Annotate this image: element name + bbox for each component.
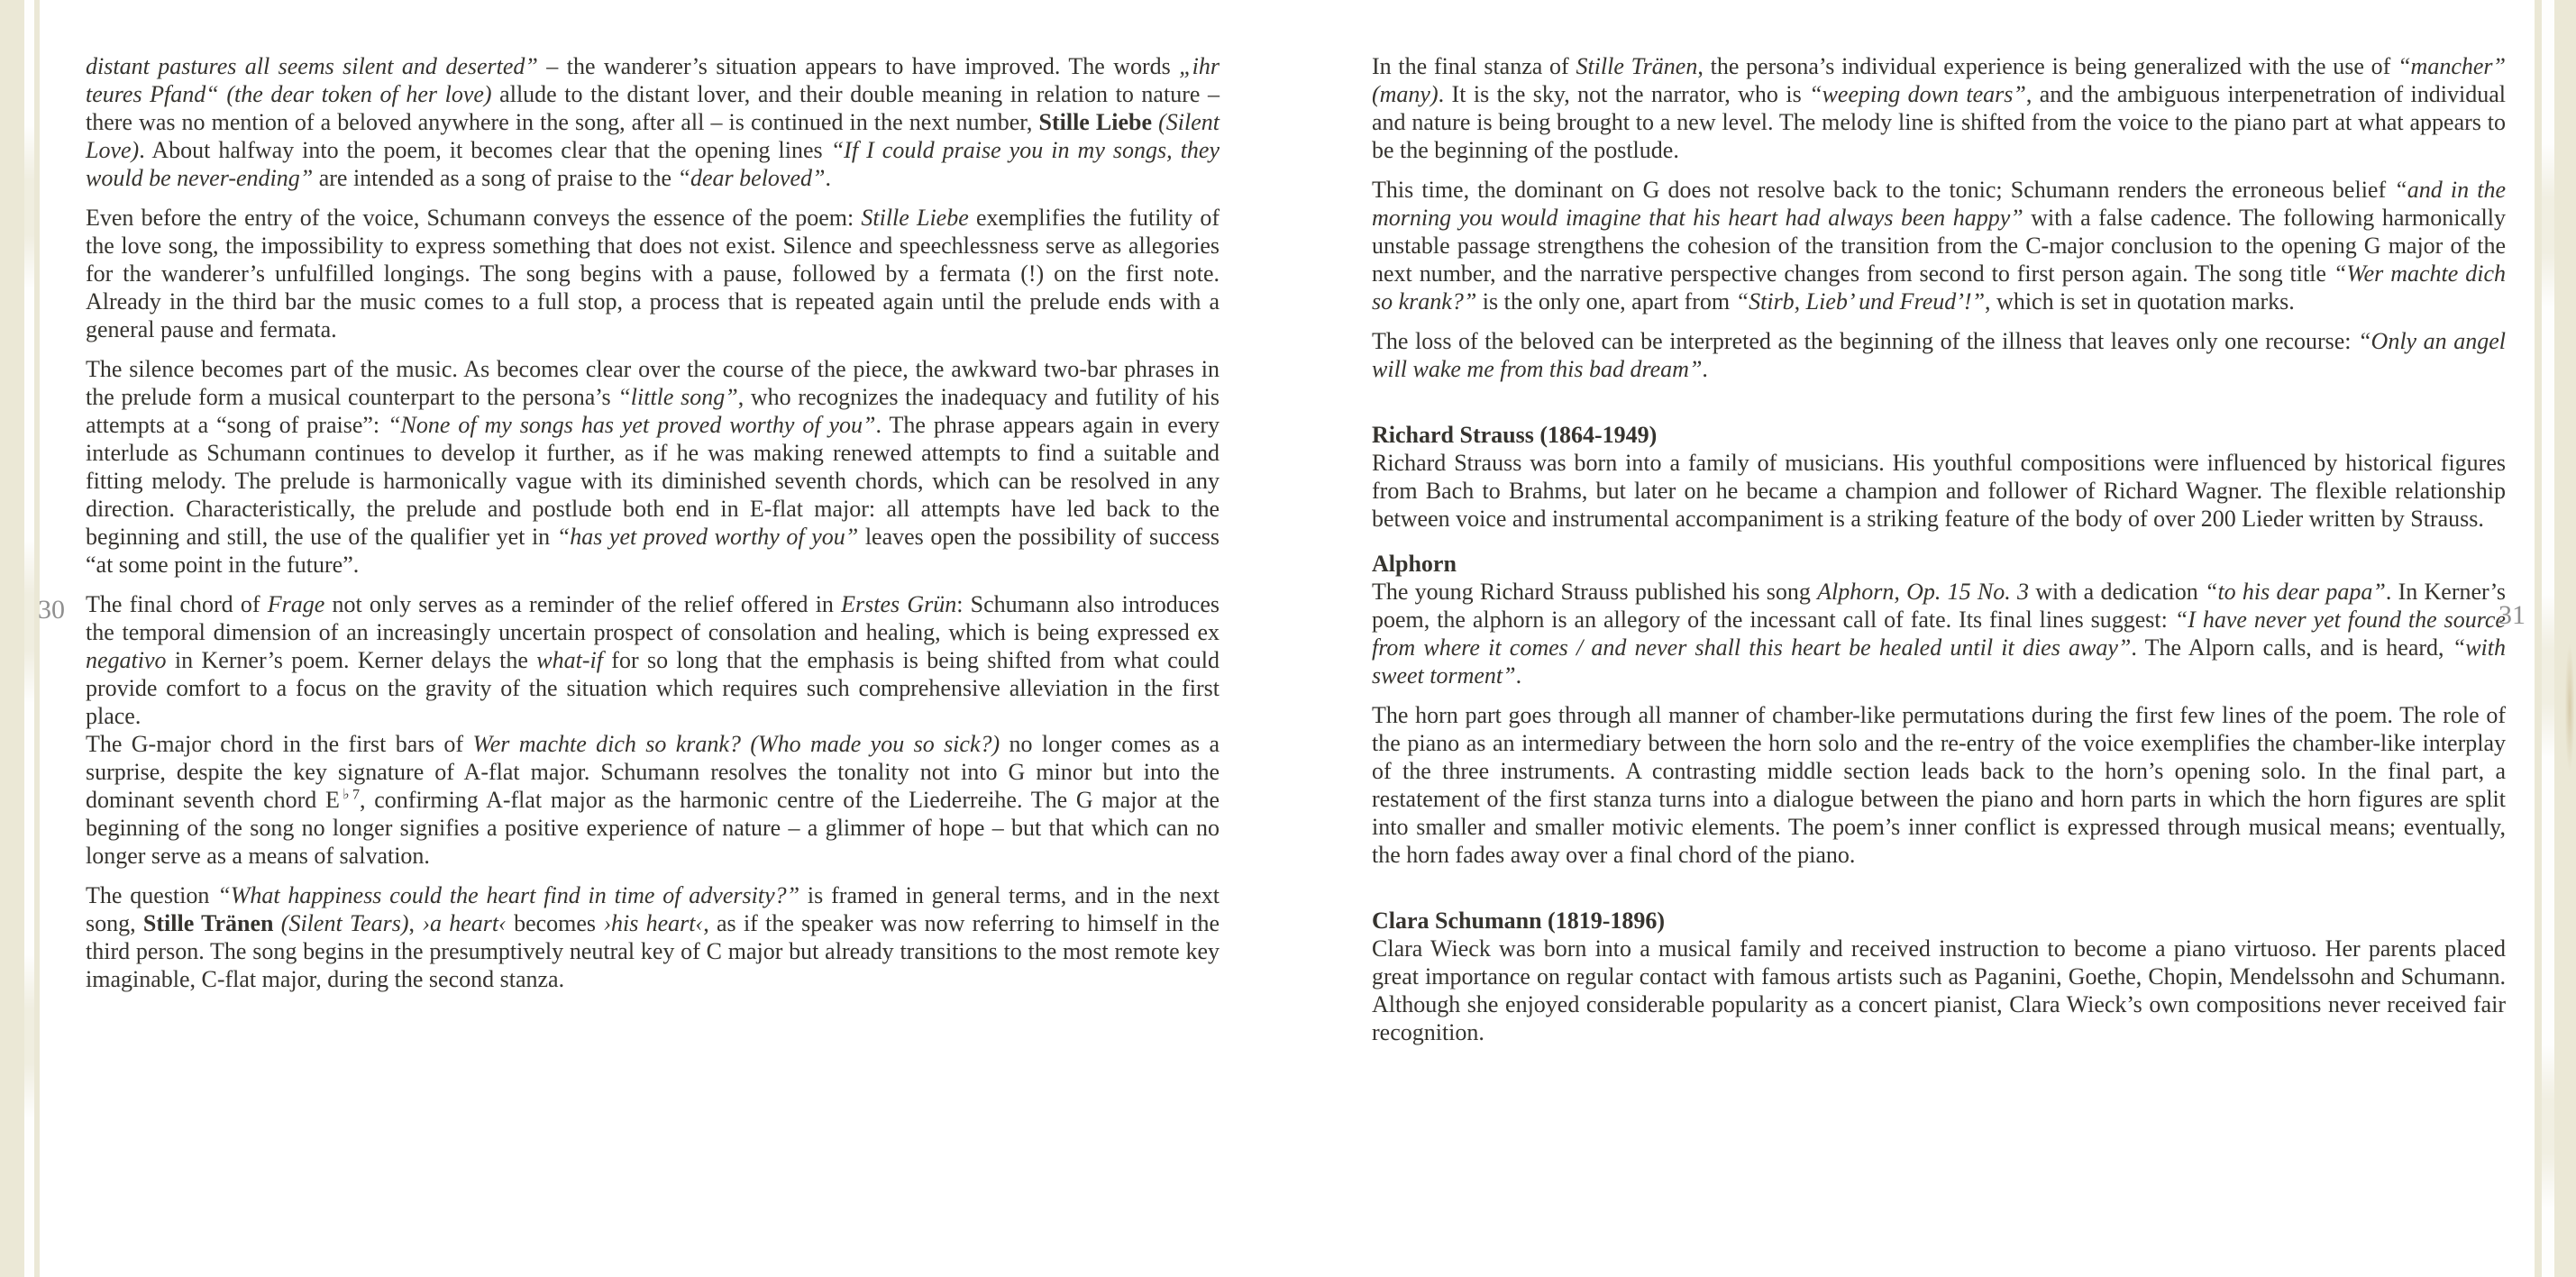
paragraph: This time, the dominant on G does not resolve back to the tonic; Schumann renders the erroneous belief “and in the morning you would imagine that his heart had always been happy” with a false cadence. The following harmonically unstable passage strengthens the cohesion of the transition from the C-major conclusion to the opening G major of the next number, and the narrative perspective changes from second to first person again. The song title “Wer machte dich so krank?” is the only one, apart from “Stirb, Lieb’ und Freud’!”, which is set in quotation marks.	[1372, 177, 2507, 315]
left-paper-edge-texture	[0, 0, 40, 1277]
paragraph: The horn part goes through all manner of chamber-like permutations during the first few lines of the poem. The role of the piano as an intermediary between the horn solo and the re-entry of the voice exemplifies the chamber-like interplay of the three instruments. A contrasting middle section leads back to the horn’s opening solo. In the final part, a restatement of the first stanza turns into a dialogue between the piano and horn parts in which the horn figures are split into smaller and smaller motivic elements. The poem’s inner conflict is expressed through musical means; eventually, the horn fades away over a final chord of the piano.	[1372, 702, 2506, 868]
paragraph: The final chord of Frage not only serves as a reminder of the relief offered in Erstes Grün: Schumann also introduces the temporal dimension of an increasingly uncertain prospect of consolation and healing, which is being expressed ex negativo in Kerner’s poem. Kerner delays the what-if for so long that the emphasis is being shifted from what could provide comfort to a focus on the gravity of the situation which requires such comprehensive alleviation in the first place.	[86, 591, 1219, 729]
paragraph: Richard Strauss was born into a family of musicians. His youthful compositions were influenced by historical figures from Bach to Brahms, but later on he became a champion and follower of Richard Wagner. The flexible relationship between voice and instrumental accompaniment is a striking feature of the body of over 200 Lieder written by Strauss.	[1372, 450, 2506, 532]
paragraph: The silence becomes part of the music. As becomes clear over the course of the piece, the awkward two-bar phrases in the prelude form a musical counterpart to the persona’s “little song”, who recognizes the inadequacy and futility of his attempts at a “song of praise”: “None of my songs has yet proved worthy of you”. The phrase appears again in every interlude as Schumann continues to develop it further, as if he was making renewed attempts to find a suitable and fitting melody. The prelude is harmonically vague with its diminished seventh chords, which can be resolved in any direction. Characteristically, the prelude and postlude both end in E-flat major: all attempts have led back to the beginning and still, the use of the qualifier yet in “has yet proved worthy of you” leaves open the possibility of success “at some point in the future”.	[86, 356, 1219, 578]
paragraph: The G-major chord in the first bars of Wer machte dich so krank? (Who made you so sick?) no longer comes as a surprise, despite the key signature of A-flat major. Schumann resolves the tonality not into G minor but into the dominant seventh chord $E^{♭7}$, confirming A-flat major as the harmonic centre of the Liederreihe. The G major at the beginning of the song no longer signifies a positive experience of nature – a glimmer of hope – but that which can no longer serve as a means of salvation.	[86, 731, 1220, 869]
left-page-text-column	[86, 52, 1219, 993]
paragraph: The young Richard Strauss published his song Alphorn, Op. 15 No. 3 with a dedication “to his dear papa”. In Kerner’s poem, the alphorn is an allegory of the incessant call of fate. Its final lines suggest: “I have never yet found the source from where it comes / and never shall this heart be healed until it dies away”. The Alporn calls, and is heard, “with sweet torment”.	[1372, 579, 2506, 689]
paragraph: Even before the entry of the voice, Schumann conveys the essence of the poem: Stille Liebe exemplifies the futility of the love song, the impossibility to express something that does not exist. Silence and speechlessness serve as allegories for the wanderer’s unfulfilled longings. The song begins with a pause, followed by a fermata (!) on the first note. Already in the third bar the music comes to a full stop, a process that is repeated again until the prelude ends with a general pause and fermata.	[86, 205, 1219, 342]
right-page-text-column	[1372, 52, 2506, 1046]
paragraph: The question “What happiness could the heart find in time of adversity?” is framed in general terms, and in the next song, Stille Tränen (Silent Tears), ›a heart‹ becomes ›his heart‹, as if the speaker was now referring to himself in the third person. The song begins in the presumptively neutral key of C major but already transitions to the most remote key imaginable, C-flat major, during the second stanza.	[86, 882, 1219, 992]
paragraph: distant pastures all seems silent and deserted” – the wanderer’s situation appears to have improved. The words „ihr teures Pfand“ (the dear token of her love) allude to the distant lover, and their double meaning in relation to nature – there was no mention of a beloved anywhere in the song, after all – is continued in the next number, Stille Liebe (Silent Love). About halfway into the poem, it becomes clear that the opening lines “If I could praise you in my songs, they would be never-ending” are intended as a song of praise to the “dear beloved”.	[86, 53, 1220, 191]
section-heading: Richard Strauss (1864-1949)	[1372, 422, 1658, 448]
page-number-left: 30	[38, 595, 65, 625]
right-paper-edge-texture	[2535, 0, 2576, 1277]
page-number-right: 31	[2498, 600, 2526, 630]
section-heading: Alphorn	[1372, 551, 1457, 577]
paragraph: Clara Wieck was born into a musical family and received instruction to become a piano virtuoso. Her parents placed great importance on regular contact with famous artists such as Paganini, Goethe, Chopin, Mendelssohn and Schumann. Although she enjoyed considerable popularity as a concert pianist, Clara Wieck’s own compositions never received fair recognition.	[1372, 935, 2506, 1045]
paragraph: In the final stanza of Stille Tränen, the persona’s individual experience is being generalized with the use of “mancher” (many). It is the sky, not the narrator, who is “weeping down tears”, and the ambiguous interpenetration of individual and nature is being brought to a new level. The melody line is shifted from the voice to the piano part at what appears to be the beginning of the postlude.	[1372, 53, 2506, 163]
paragraph: The loss of the beloved can be interpreted as the beginning of the illness that leaves only one recourse: “Only an angel will wake me from this bad dream”.	[1372, 328, 2506, 382]
section-heading: Clara Schumann (1819-1896)	[1372, 908, 1666, 934]
